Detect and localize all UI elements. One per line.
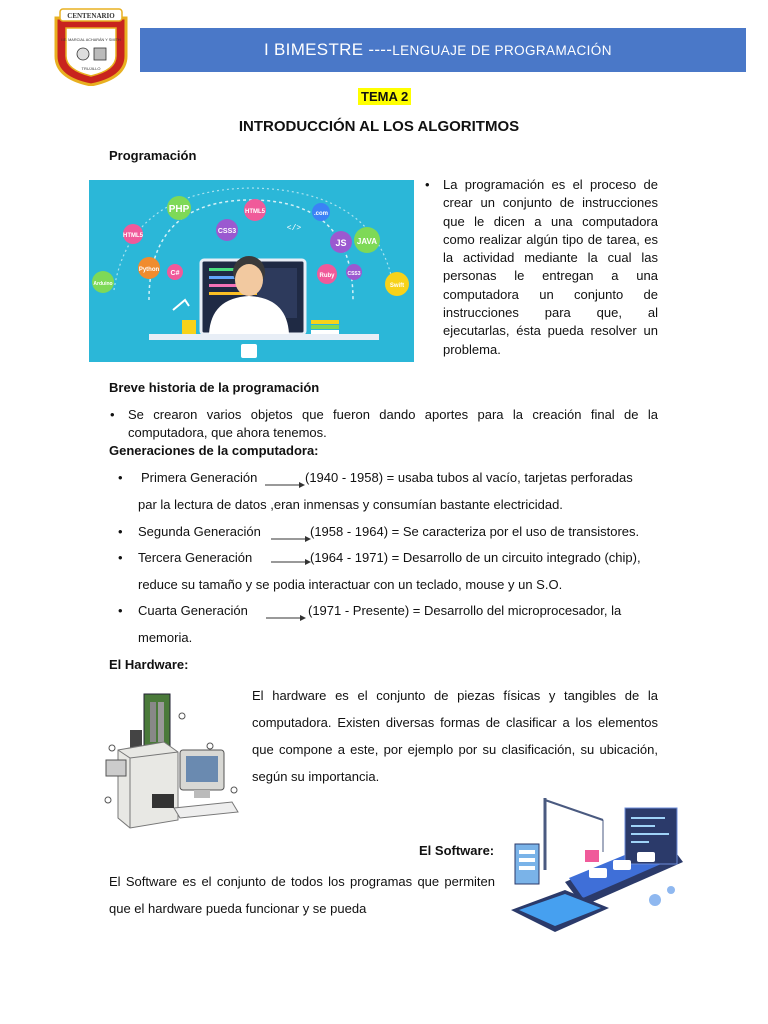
tag-html5-a: HTML5 bbox=[123, 233, 143, 239]
tema-label: TEMA 2 bbox=[358, 88, 411, 105]
generation-bullet-4: • bbox=[118, 603, 123, 618]
tag-arduino: Arduino bbox=[93, 281, 113, 287]
badge-city-text: TRUJILLO bbox=[81, 66, 101, 71]
page-title: INTRODUCCIÓN AL LOS ALGORITMOS bbox=[238, 118, 520, 135]
hardware-text: El hardware es el conjunto de piezas físicas y tangibles de la computadora. Existen diversas formas de clasificar a los elementos que compone a este, por ejemplo por su clasificación, su ubicación, según su importancia. bbox=[252, 688, 658, 784]
generation-desc-4: (1971 - Presente) = Desarrollo del microprocesador, la bbox=[308, 603, 622, 618]
generation-bullet-3: • bbox=[118, 550, 123, 565]
tag-html5-b: HTML5 bbox=[245, 209, 265, 215]
programming-illustration bbox=[89, 180, 414, 362]
generation-name-1: Primera Generación bbox=[141, 470, 258, 485]
generation-name-2: Segunda Generación bbox=[138, 524, 261, 539]
software-illustration bbox=[505, 790, 687, 948]
school-badge bbox=[50, 6, 132, 86]
generation-bullet-2: • bbox=[118, 524, 123, 539]
section-heading-software: El Software: bbox=[419, 843, 495, 858]
generation-desc-1: (1940 - 1958) = usaba tubos al vacío, tarjetas perforadas bbox=[305, 470, 633, 485]
generation-cont-3: reduce su tamaño y se podia interactuar con un teclado, mouse y un S.O. bbox=[138, 577, 563, 592]
section-heading-historia: Breve historia de la programación bbox=[109, 380, 320, 395]
banner-sub: LENGUAJE DE PROGRAMACIÓN bbox=[392, 42, 612, 58]
programacion-definition: • La programación es el proceso de crear un conjunto de instrucciones que le dicen a una computadora como realizar algún tipo de tarea, es la actividad mediante la cual las personas le entregan a una computadora un conjunto de instrucciones para que, al ejecutarlas, ésta pueda resolver un problema. bbox=[443, 176, 658, 359]
generation-cont-1: par la lectura de datos ,eran inmensas y consumían bastante electricidad. bbox=[138, 497, 563, 512]
generation-cont-4: memoria. bbox=[138, 630, 193, 645]
tag-css3-b: CSS3 bbox=[347, 271, 361, 277]
section-heading-hardware: El Hardware: bbox=[109, 657, 189, 672]
tag-java: JAVA bbox=[356, 237, 378, 246]
arrow-icon bbox=[271, 553, 311, 571]
tag-js: JS bbox=[335, 238, 347, 248]
header-banner bbox=[140, 28, 746, 72]
historia-text: • Se crearon varios objetos que fueron dando aportes para la creación final de la computadora, que ahora tenemos. bbox=[128, 406, 658, 443]
tag-python: Python bbox=[138, 267, 160, 273]
arrow-icon bbox=[271, 530, 311, 548]
badge-name-text: I.E. MARCIAL ACHARÁN Y SMITH bbox=[61, 38, 121, 42]
badge-top-text: CENTENARIO bbox=[67, 12, 115, 20]
arrow-icon bbox=[265, 476, 305, 494]
tag-css3-a: CSS3 bbox=[217, 228, 237, 235]
section-heading-generaciones: Generaciones de la computadora: bbox=[109, 443, 319, 458]
tag-csharp: C# bbox=[170, 270, 180, 277]
tag-com: .com bbox=[313, 211, 329, 217]
generation-bullet-1: • bbox=[118, 470, 123, 485]
tag-php: PHP bbox=[168, 204, 190, 215]
generation-name-4: Cuarta Generación bbox=[138, 603, 248, 618]
tag-swift: Swift bbox=[389, 283, 405, 289]
hardware-illustration bbox=[100, 690, 242, 838]
generation-name-3: Tercera Generación bbox=[138, 550, 253, 565]
generation-desc-3: (1964 - 1971) = Desarrollo de un circuito integrado (chip), bbox=[310, 550, 641, 565]
banner-main: I BIMESTRE ---- bbox=[264, 40, 393, 59]
arrow-icon bbox=[266, 609, 306, 627]
tag-ruby: Ruby bbox=[319, 273, 335, 279]
section-heading-programacion: Programación bbox=[109, 148, 197, 163]
tag-code: </> bbox=[286, 224, 302, 233]
software-text: El Software es el conjunto de todos los programas que permiten que el hardware pueda funcionar y se pueda bbox=[109, 874, 495, 916]
generation-desc-2: (1958 - 1964) = Se caracteriza por el uso de transistores. bbox=[310, 524, 640, 539]
